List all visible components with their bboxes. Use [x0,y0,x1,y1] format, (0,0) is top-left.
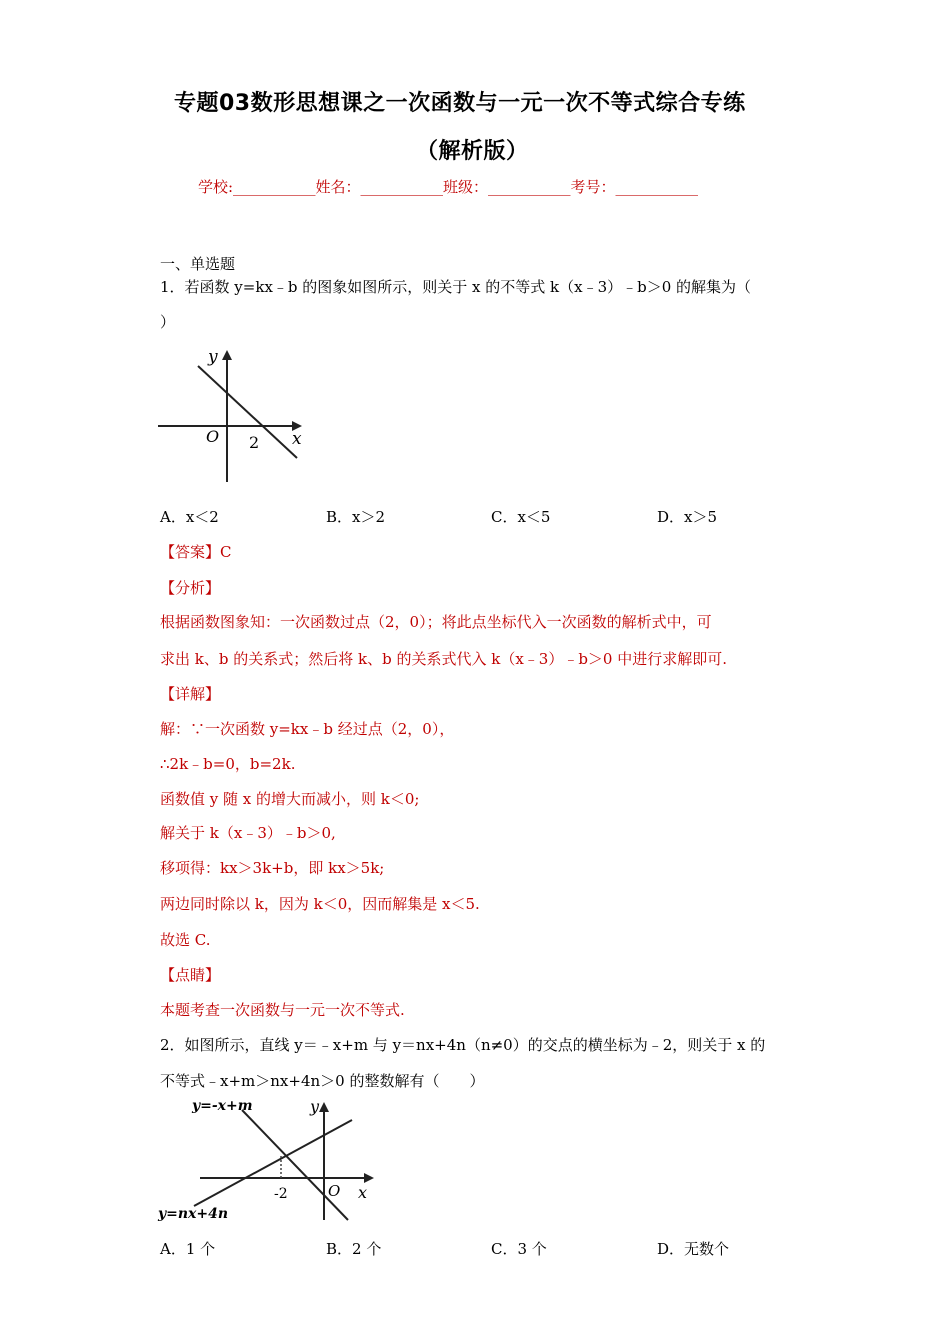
q1-x-label: x [292,429,302,449]
q1-stem-line1: 1．若函数 y=kx﹣b 的图象如图所示，则关于 x 的不等式 k（x﹣3）﹣b＞0 的解集为（ [160,278,752,296]
q1-detail-line6: 两边同时除以 k，因为 k＜0，因而解集是 x＜5. [160,895,480,913]
q2-option-a[interactable]: A．1 个 [160,1240,216,1258]
q2-option-c[interactable]: C．3 个 [491,1240,547,1258]
q1-comment: 本题考查一次函数与一元一次不等式. [160,1001,405,1019]
q1-option-c[interactable]: C．x＜5 [491,508,551,526]
q2-graph [156,1094,386,1226]
q1-detail-heading: 【详解】 [160,685,221,703]
q2-x-label: x [358,1183,368,1202]
q1-option-a[interactable]: A．x＜2 [160,508,219,526]
page-subtitle: （解析版） [416,139,529,164]
q2-option-b[interactable]: B．2 个 [326,1240,382,1258]
q1-analysis-line2: 求出 k、b 的关系式；然后将 k、b 的关系式代入 k（x﹣3）﹣b＞0 中进行求解即可. [160,650,728,668]
q1-option-b[interactable]: B．x＞2 [326,508,386,526]
q2-label-increasing: y=nx+4n [158,1206,229,1222]
q1-analysis-heading: 【分析】 [160,579,221,597]
q2-label-decreasing: y=-x+m [192,1098,253,1114]
q1-origin-label: O [206,427,220,446]
q1-detail-line4: 解关于 k（x﹣3）﹣b＞0, [160,824,336,842]
q2-stem-line1: 2．如图所示，直线 y＝﹣x+m 与 y＝nx+4n（n≠0）的交点的横坐标为﹣2，则关于 x 的 [160,1036,766,1054]
q1-detail-line2: ∴2k﹣b=0，b=2k. [160,755,296,773]
q1-detail-line5: 移项得：kx＞3k+b，即 kx＞5k; [160,859,385,877]
q2-y-arrow [319,1102,329,1112]
q1-comment-heading: 【点睛】 [160,966,221,984]
q1-detail-line1: 解：∵一次函数 y=kx﹣b 经过点（2，0）， [160,720,455,738]
q2-option-d[interactable]: D．无数个 [657,1240,730,1258]
q1-stem-line2: ） [160,313,176,331]
q1-graph [156,344,312,486]
student-info-line: 学校:___________姓名：___________班级：___________考号：___________ [198,178,699,196]
q2-origin-label: O [328,1182,341,1200]
q1-detail-line3: 函数值 y 随 x 的增大而减小，则 k＜0; [160,790,420,808]
q1-y-label: y [208,347,218,367]
q1-option-d[interactable]: D．x＞5 [657,508,718,526]
q2-y-label: y [310,1097,320,1116]
q2-neg2-label: -2 [274,1186,288,1202]
q2-line-decreasing [242,1110,348,1220]
q2-stem-line2: 不等式﹣x+m＞nx+4n＞0 的整数解有（ ） [160,1072,485,1090]
q1-answer: 【答案】C [160,543,232,561]
q1-detail-line7: 故选 C. [160,931,211,949]
q1-tick-2-label: 2 [249,433,260,452]
q1-analysis-line1: 根据函数图象知：一次函数过点（2，0）；将此点坐标代入一次函数的解析式中，可 [160,613,712,631]
section-heading: 一、单选题 [160,255,236,273]
q2-x-arrow [364,1173,374,1183]
q1-y-arrow [222,350,232,360]
page-title: 专题03数形思想课之一次函数与一元一次不等式综合专练 [174,91,746,116]
